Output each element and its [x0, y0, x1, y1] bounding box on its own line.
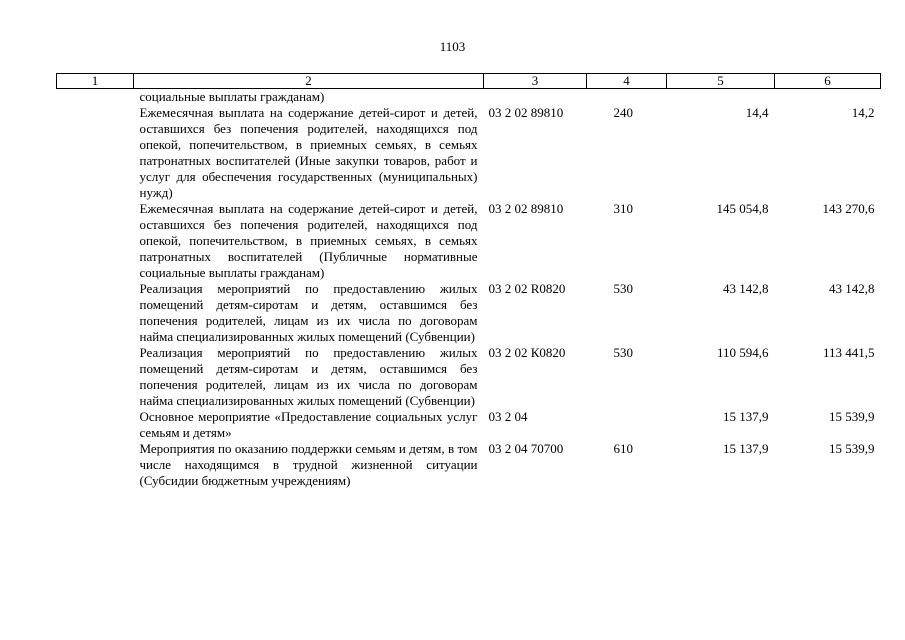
row-expense-type: 530	[613, 345, 633, 360]
page-number: 1103	[439, 39, 466, 54]
row-code: 03 2 02 R0820	[488, 281, 566, 296]
row-expense-type: 240	[613, 105, 633, 120]
row-empty-cell	[57, 281, 134, 345]
row-empty-cell	[57, 89, 134, 106]
column-header-2: 2	[134, 74, 484, 89]
row-name: Мероприятия по оказанию поддержки семьям и детям, в том числе находящимся в трудной жизненной ситуации (Субсидии бюджетным учреждениям)	[139, 441, 478, 488]
row-code: 03 2 02 89810	[488, 201, 564, 216]
row-value-col5	[667, 89, 775, 106]
row-value-col5: 15 137,9	[723, 441, 769, 456]
row-name: социальные выплаты гражданам)	[139, 89, 325, 104]
row-expense-type	[587, 409, 667, 441]
row-empty-cell	[57, 345, 134, 409]
row-code: 03 2 04	[488, 409, 528, 424]
row-expense-type: 310	[613, 201, 633, 216]
column-header-5: 5	[667, 74, 775, 89]
row-value-col5: 145 054,8	[716, 201, 769, 216]
row-name: Ежемесячная выплата на содержание детей-сирот и детей, оставшихся без попечения родителей, находящихся под опекой, попечительством, в приемных семьях, в семьях патронатных воспитателей (Публичные нормативные социальные выплаты гражданам)	[139, 201, 478, 280]
row-expense-type: 530	[613, 281, 633, 296]
row-empty-cell	[57, 441, 134, 489]
column-header-3: 3	[484, 74, 587, 89]
row-value-col6: 15 539,9	[829, 409, 875, 424]
row-name: Реализация мероприятий по предоставлению жилых помещений детям-сиротам и детям, оставшимся без попечения родителей, лицам из их числа по договорам найма специализированных жилых помещений (Субвенции)	[139, 345, 478, 408]
row-code: 03 2 02 К0820	[488, 345, 566, 360]
table-row	[57, 105, 881, 201]
row-empty-cell	[57, 201, 134, 281]
table-row	[57, 345, 881, 409]
table-row	[57, 281, 881, 345]
row-empty-cell	[57, 409, 134, 441]
row-name: Реализация мероприятий по предоставлению жилых помещений детям-сиротам и детям, оставшимся без попечения родителей, лицам из их числа по договорам найма специализированных жилых помещений (Субвенции)	[139, 281, 478, 344]
table-header-row	[57, 74, 881, 89]
row-expense-type: 610	[613, 441, 633, 456]
row-value-col5: 110 594,6	[716, 345, 769, 360]
table-row	[57, 201, 881, 281]
row-code	[484, 89, 587, 106]
row-expense-type	[587, 89, 667, 106]
row-name: Ежемесячная выплата на содержание детей-сирот и детей, оставшихся без попечения родителей, находящихся под опекой, попечительством, в приемных семьях, в семьях патронатных воспитателей (Иные закупки товаров, работ и услуг для обеспечения государственных (муниципальных) нужд)	[139, 105, 478, 200]
row-name: Основное мероприятие «Предоставление социальных услуг семьям и детям»	[139, 409, 478, 440]
row-code: 03 2 04 70700	[488, 441, 564, 456]
row-value-col5: 15 137,9	[723, 409, 769, 424]
column-header-1: 1	[57, 74, 134, 89]
row-value-col6: 113 441,5	[822, 345, 875, 360]
column-header-6: 6	[775, 74, 881, 89]
row-code: 03 2 02 89810	[488, 105, 564, 120]
table-row	[57, 409, 881, 441]
row-value-col5: 43 142,8	[723, 281, 769, 296]
row-value-col6: 143 270,6	[822, 201, 875, 216]
row-empty-cell	[57, 105, 134, 201]
table-row	[57, 441, 881, 489]
row-value-col6: 15 539,9	[829, 441, 875, 456]
row-value-col6: 43 142,8	[829, 281, 875, 296]
row-value-col6	[775, 89, 881, 106]
column-header-4: 4	[587, 74, 667, 89]
row-value-col6: 14,2	[851, 105, 875, 120]
row-value-col5: 14,4	[745, 105, 769, 120]
budget-table	[56, 73, 881, 489]
table-row	[57, 89, 881, 106]
